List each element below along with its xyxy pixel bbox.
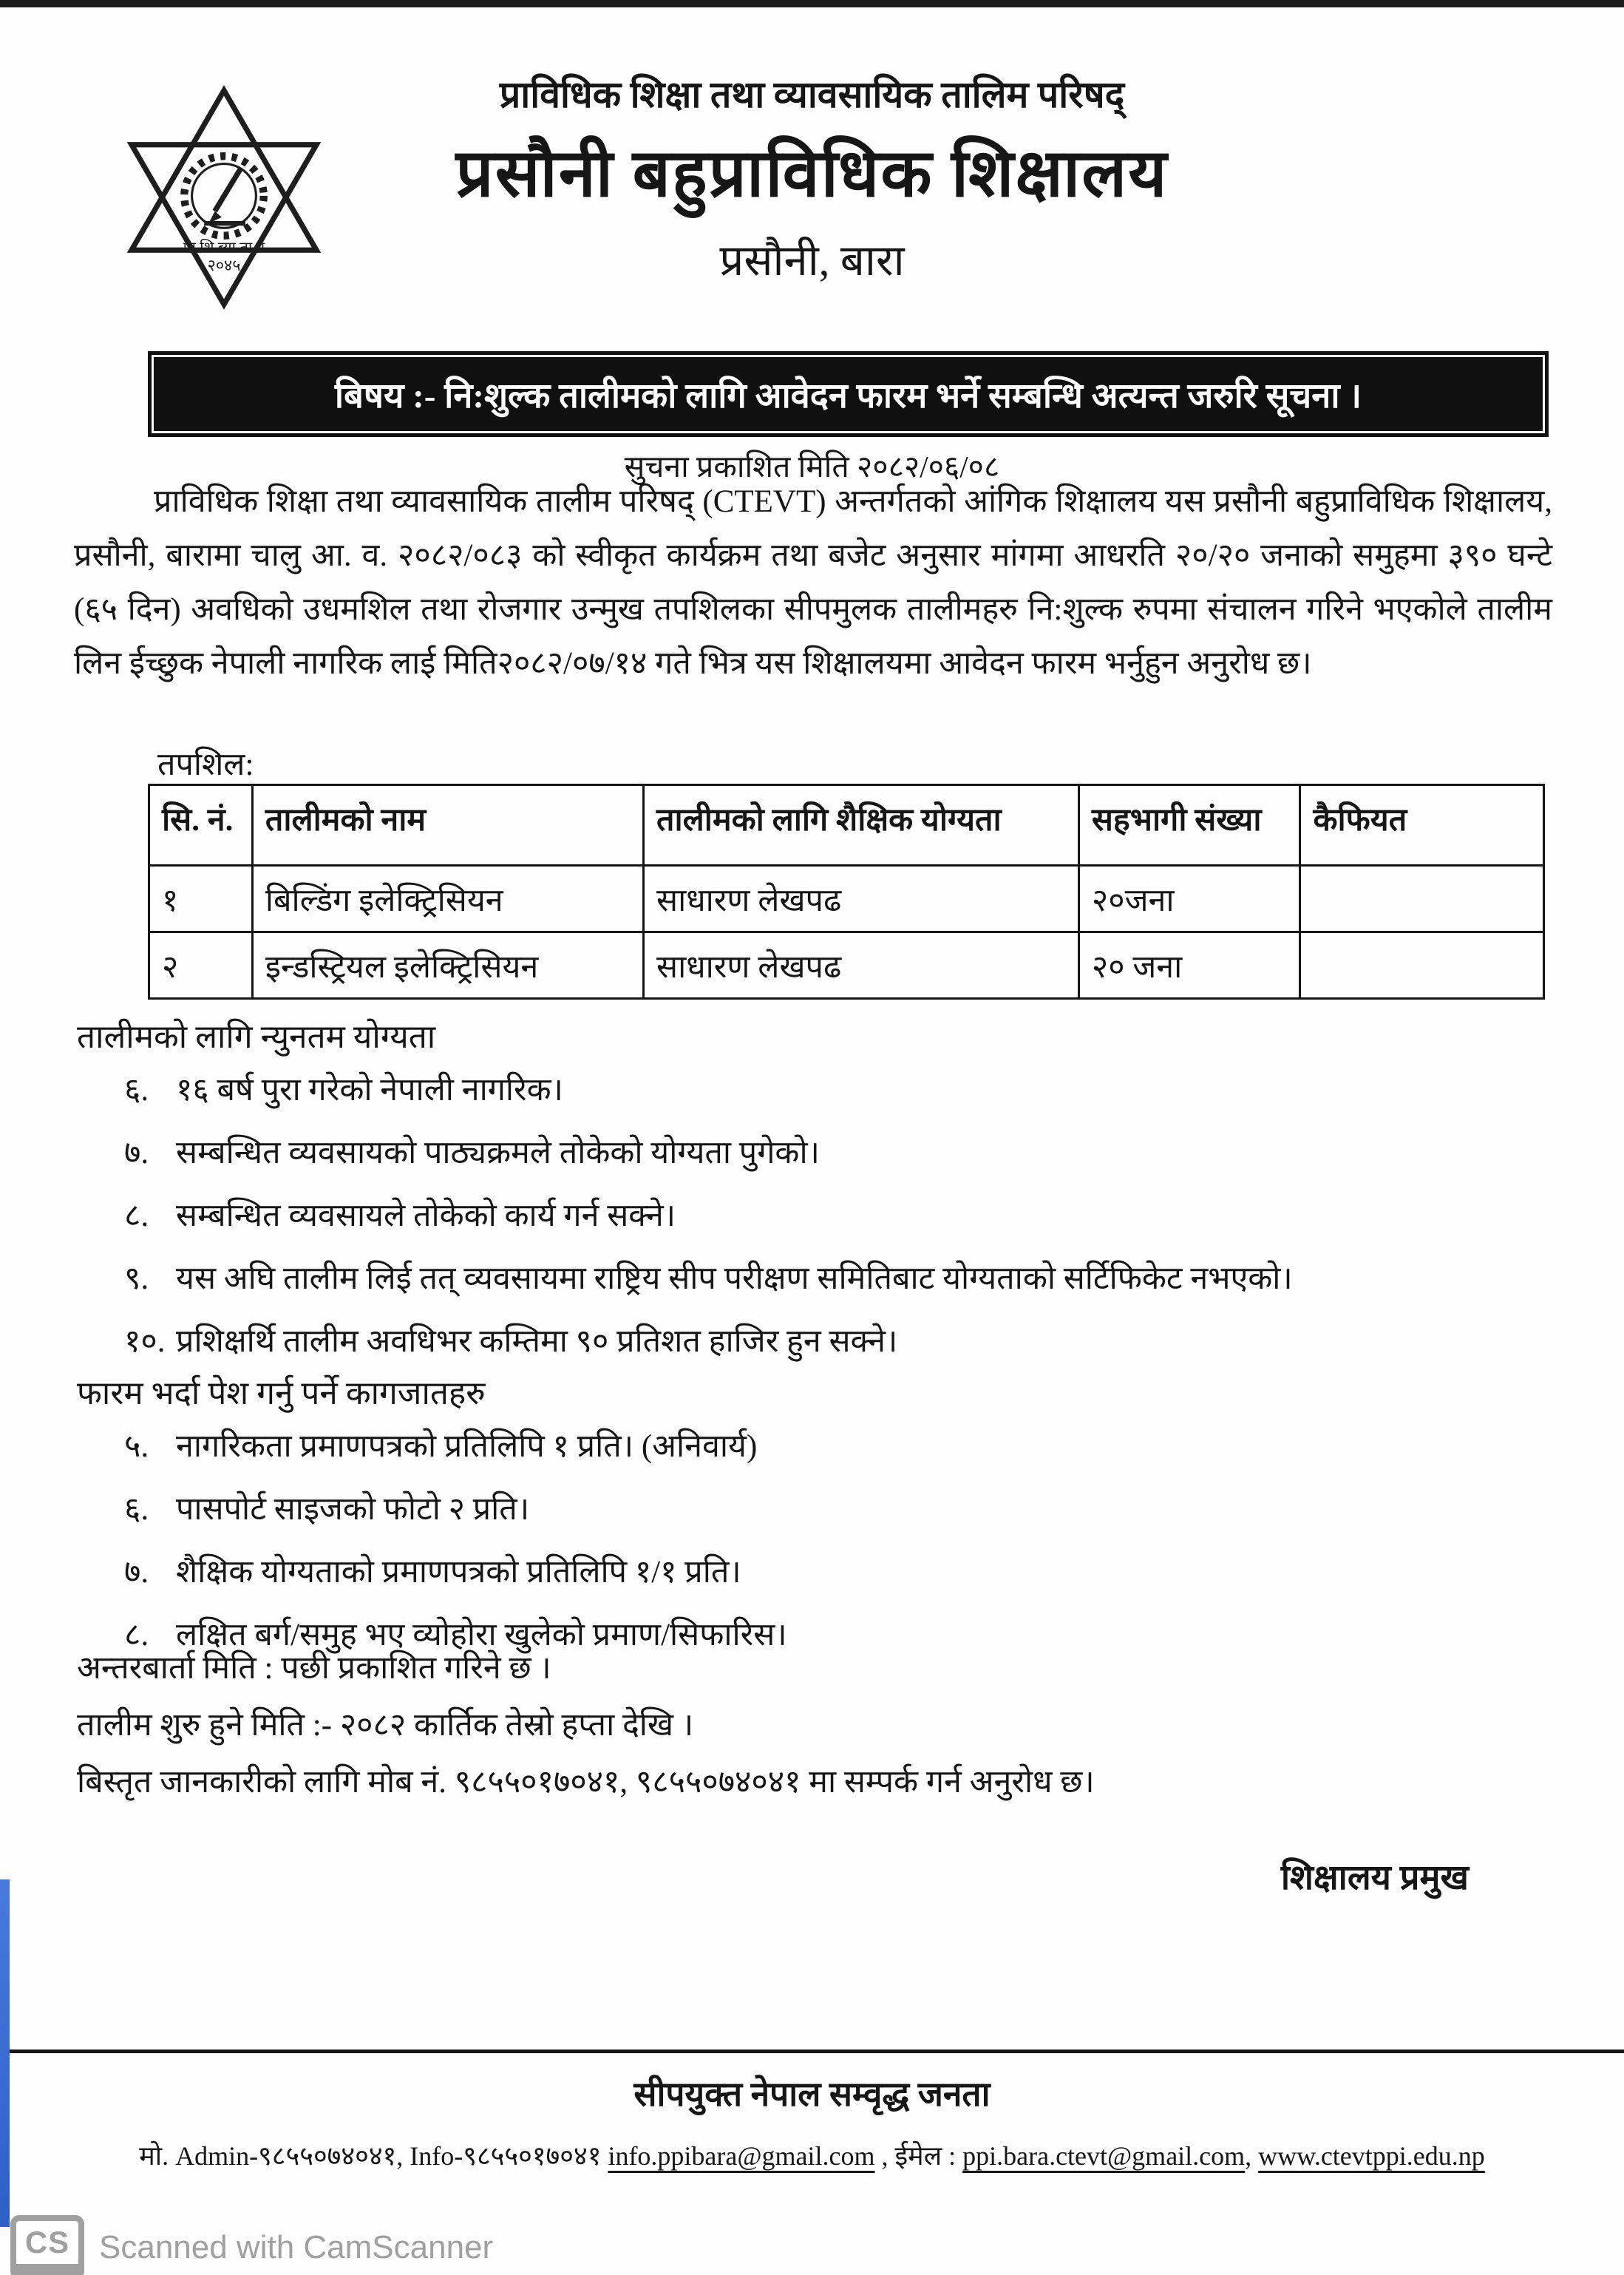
notice-body-paragraph: प्राविधिक शिक्षा तथा व्यावसायिक तालीम परिषद् (CTEVT) अन्तर्गतको आंगिक शिक्षालय यस प्रसौनी बहुप्राविधिक शिक्षालय, प्रसौनी, बारामा चालु आ. व. २०८२/०८३ को स्वीकृत कार्यक्रम तथा बजेट अनुसार मांगमा आधरति २०/२० जनाको समुहमा ३९० घन्टे (६५ दिन) अवधिको उधमशिल तथा रोजगार उन्मुख तपशिलका सीपमुलक तालीमहरु नि:शुल्क रुपमा संचालन गरिने भएकोले तालीम लिन ईच्छुक नेपाली नागरिक लाई मिति२०८२/०७/१४ गते भित्र यस शिक्षालयमा आवेदन फारम भर्नुहुन अनुरोध छ। bbox=[74, 484, 1552, 681]
school-name: प्रसौनी बहुप्राविधिक शिक्षालय bbox=[455, 138, 1169, 211]
cell-remarks bbox=[1300, 866, 1544, 932]
cell-qualification: साधारण लेखपढ bbox=[644, 866, 1079, 932]
footer-contact-line bbox=[0, 2137, 1624, 2173]
footer-email-label: , ईमेल : bbox=[874, 2141, 963, 2171]
published-date-line: सुचना प्रकाशित मिति २०८२/०६/०८ bbox=[624, 450, 1000, 484]
cell-participants: २० जना bbox=[1078, 932, 1300, 999]
documents-heading: फारम भर्दा पेश गर्नु पर्ने कागजातहरु bbox=[77, 1375, 486, 1411]
item-number: ७. bbox=[124, 1555, 149, 1590]
masthead bbox=[0, 68, 1624, 288]
logo-year-text: २०४५ bbox=[207, 257, 241, 275]
council-name: प्राविधिक शिक्षा तथा व्यावसायिक तालिम परिषद् bbox=[499, 74, 1125, 115]
cell-participants: २०जना bbox=[1078, 866, 1300, 932]
footer-phones: मो. Admin-९८५५०७४०४१, Info-९८५५०१७०४१ bbox=[139, 2141, 608, 2171]
signatory-title: शिक्षालय प्रमुख bbox=[1280, 1859, 1469, 1897]
list-item bbox=[124, 1072, 1293, 1109]
list-item bbox=[124, 1554, 787, 1591]
list-item bbox=[124, 1261, 1293, 1298]
col-header-serial: सि. नं. bbox=[149, 785, 253, 866]
table-row bbox=[149, 866, 1544, 932]
camscanner-watermark bbox=[10, 2215, 493, 2275]
scan-edge-strip bbox=[0, 0, 1624, 7]
item-text: पासपोर्ट साइजको फोटो २ प्रति। bbox=[176, 1492, 530, 1527]
documents-list bbox=[124, 1428, 787, 1680]
cell-training-name: इन्डस्ट्रियल इलेक्ट्रिसियन bbox=[252, 932, 643, 999]
closing-notes bbox=[77, 1650, 1095, 1821]
footer-email-link-1[interactable]: info.ppibara@gmail.com bbox=[608, 2141, 875, 2171]
col-header-remarks: कैफियत bbox=[1300, 785, 1544, 866]
footer-separator: , bbox=[1245, 2141, 1259, 2171]
trainings-table bbox=[148, 784, 1545, 1000]
item-text: सम्बन्धित व्यवसायको पाठ्यक्रमले तोकेको योग्यता पुगेको। bbox=[176, 1136, 820, 1170]
camscanner-badge-icon: CS bbox=[10, 2215, 84, 2275]
tapasil-label: तपशिल: bbox=[157, 747, 254, 782]
cell-serial: २ bbox=[149, 932, 253, 999]
item-text: यस अघि तालीम लिई तत् व्यवसायमा राष्ट्रिय सीप परीक्षण समितिबाट योग्यताको सर्टिफिकेट नभएको। bbox=[176, 1261, 1293, 1296]
item-number: ५. bbox=[124, 1429, 149, 1464]
scan-edge-blue-strip bbox=[0, 1879, 10, 2227]
item-text: नागरिकता प्रमाणपत्रको प्रतिलिपि १ प्रति। (अनिवार्य) bbox=[176, 1429, 758, 1464]
cell-remarks bbox=[1300, 932, 1544, 999]
item-number: ८. bbox=[124, 1618, 149, 1652]
camscanner-label: Scanned with CamScanner bbox=[99, 2229, 494, 2265]
item-text: १६ बर्ष पुरा गरेको नेपाली नागरिक। bbox=[176, 1073, 563, 1108]
training-start-line: तालीम शुरु हुने मिति :- २०८२ कार्तिक तेस्रो हप्ता देखि । bbox=[77, 1708, 694, 1743]
list-item bbox=[124, 1617, 787, 1654]
item-text: शैक्षिक योग्यताको प्रमाणपत्रको प्रतिलिपि १/१ प्रति। bbox=[176, 1555, 741, 1590]
item-text: लक्षित बर्ग/समुह भए व्योहोरा खुलेको प्रमाण/सिफारिस। bbox=[176, 1618, 787, 1652]
item-number: ६. bbox=[124, 1492, 149, 1527]
qualifications-list bbox=[124, 1072, 1293, 1386]
footer-divider bbox=[0, 2049, 1624, 2053]
col-header-training-name: तालीमको नाम bbox=[252, 785, 643, 866]
list-item bbox=[124, 1135, 1293, 1172]
footer-email-link-2[interactable]: ppi.bara.ctevt@gmail.com bbox=[962, 2141, 1246, 2171]
item-number: ८. bbox=[124, 1198, 149, 1233]
list-item bbox=[124, 1198, 1293, 1235]
interview-date-line: अन्तरबार्ता मिति : पछी प्रकाशित गरिने छ । bbox=[77, 1651, 551, 1686]
item-number: ७. bbox=[124, 1136, 149, 1170]
footer-slogan: सीपयुक्त नेपाल सम्वृद्ध जनता bbox=[633, 2075, 991, 2113]
list-item bbox=[124, 1323, 1293, 1360]
table-row bbox=[149, 932, 1544, 999]
subject-bar: बिषय :- नि:शुल्क तालीमको लागि आवेदन फारम भर्ने सम्बन्धि अत्यन्त जरुरि सूचना । bbox=[152, 355, 1545, 433]
table-header-row bbox=[149, 785, 1544, 866]
cell-training-name: बिल्डिंग इलेक्ट्रिसियन bbox=[252, 866, 643, 932]
cell-serial: १ bbox=[149, 866, 253, 932]
item-number: ९. bbox=[124, 1261, 149, 1296]
item-text: प्रशिक्षर्थि तालीम अवधिभर कम्तिमा ९० प्रतिशत हाजिर हुन सक्ने। bbox=[176, 1324, 898, 1359]
contact-info-line: बिस्तृत जानकारीको लागि मोब नं. ९८५५०१७०४१, ९८५५०७४०४१ मा सम्पर्क गर्न अनुरोध छ। bbox=[77, 1765, 1095, 1800]
cell-qualification: साधारण लेखपढ bbox=[644, 932, 1079, 999]
list-item bbox=[124, 1428, 787, 1465]
school-location: प्रसौनी, बारा bbox=[719, 237, 905, 285]
item-number: १०. bbox=[124, 1324, 166, 1359]
item-number: ६. bbox=[124, 1073, 149, 1108]
col-header-participants: सहभागी संख्या bbox=[1078, 785, 1300, 866]
footer-website-link[interactable]: www.ctevtppi.edu.np bbox=[1258, 2141, 1485, 2171]
item-text: सम्बन्धित व्यवसायले तोकेको कार्य गर्न सक्ने। bbox=[176, 1198, 676, 1233]
list-item bbox=[124, 1491, 787, 1528]
qualifications-heading: तालीमको लागि न्युनतम योग्यता bbox=[77, 1019, 436, 1055]
logo-abbr-text: प्रा.शि.ब्या.ता.प bbox=[183, 240, 265, 257]
col-header-qualification: तालीमको लागि शैक्षिक योग्यता bbox=[644, 785, 1079, 866]
